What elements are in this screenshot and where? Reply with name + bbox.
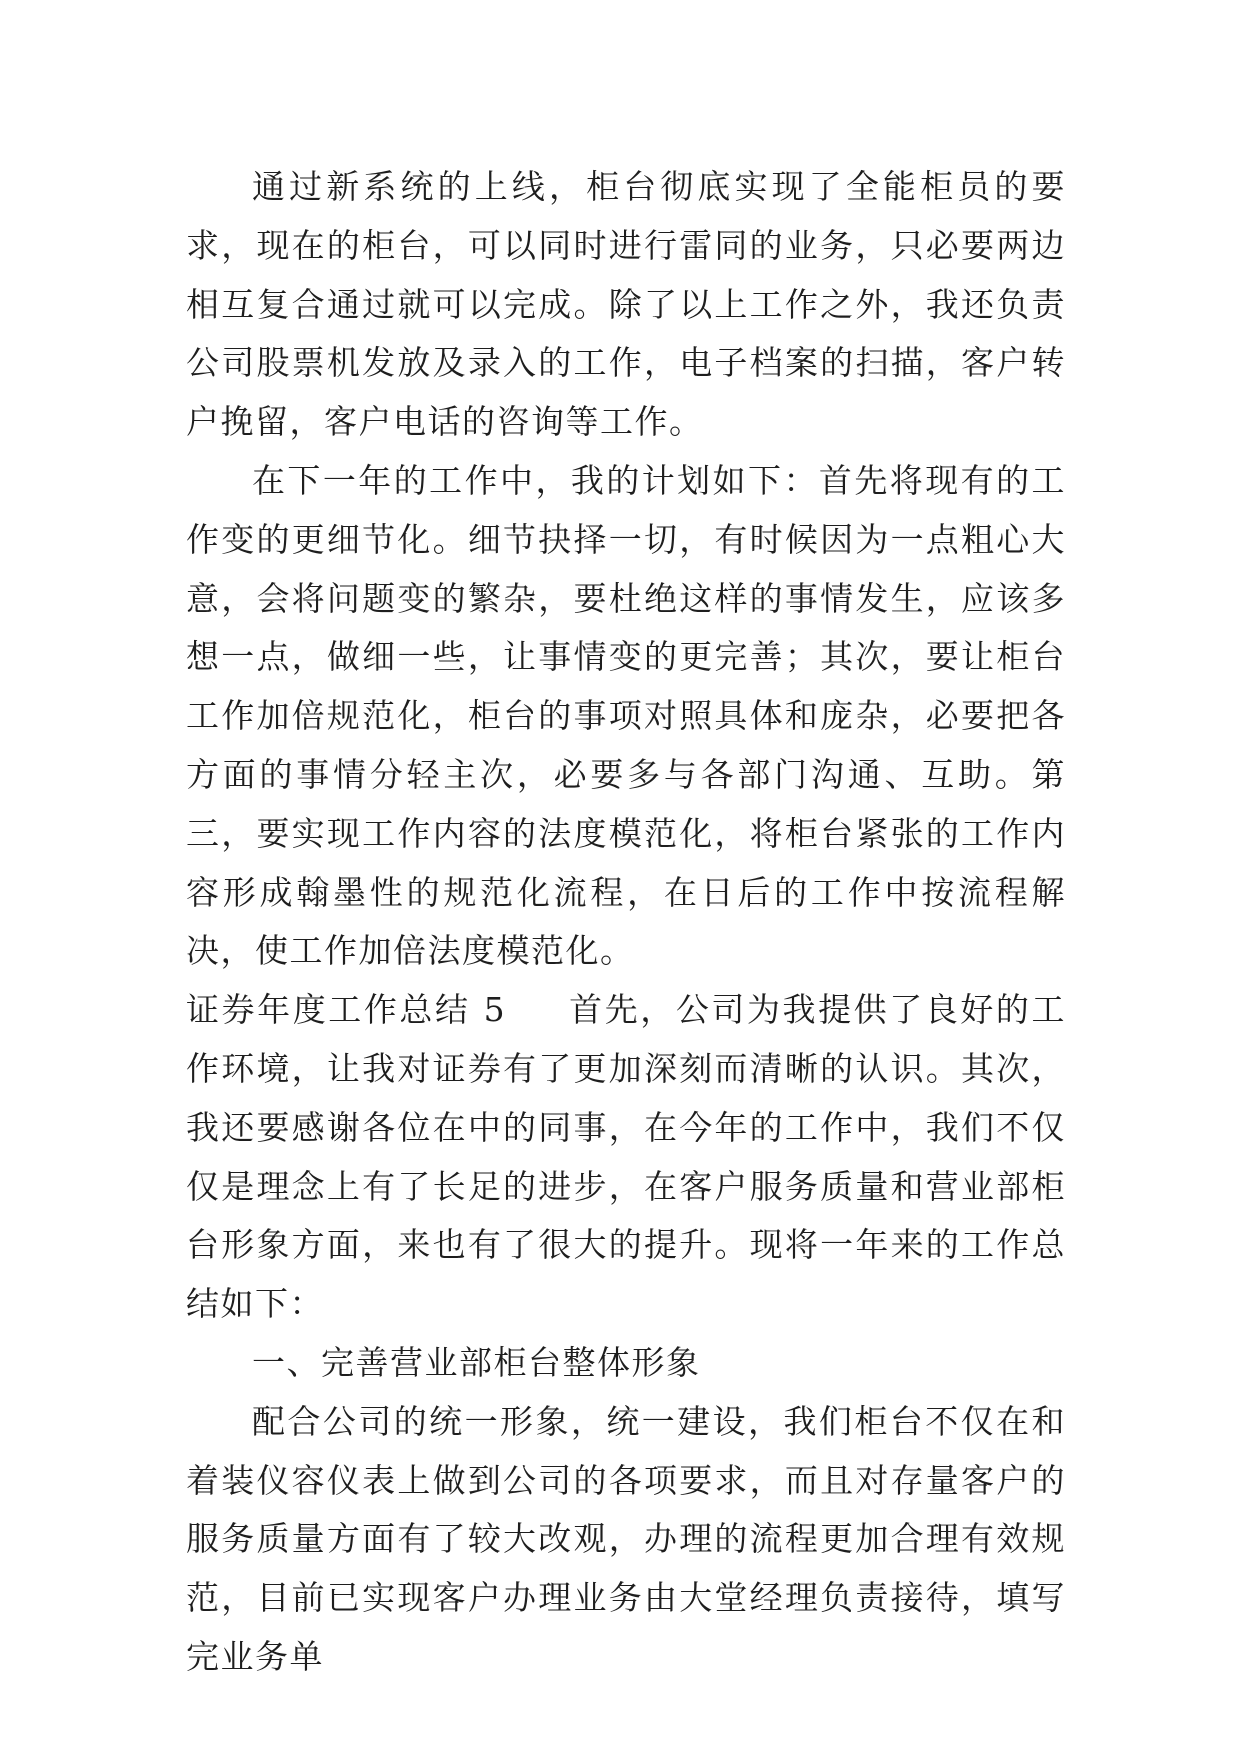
paragraph-next-year-plan: 在下一年的工作中，我的计划如下：首先将现有的工作变的更细节化。细节抉择一切，有时候因为一点粗心大意，会将问题变的繁杂，要杜绝这样的事情发生，应该多想一点，做细一些，让事情变的更完善；其次，要让柜台工作加倍规范化，柜台的事项对照具体和庞杂，必要把各方面的事情分轻主次，必要多与各部门沟通、互助。第三，要实现工作内容的法度模范化，将柜台紧张的工作内容形成翰墨性的规范化流程，在日后的工作中按流程解决，使工作加倍法度模范化。 [186,460,1066,971]
paragraph-unified-image: 配合公司的统一形象，统一建设，我们柜台不仅在和着装仪容仪表上做到公司的各项要求，而且对存量客户的服务质量方面有了较大改观，办理的流程更加合理有效规范，目前已实现客户办理业务由大堂经理负责接待，填写完业务单 [186,1401,1066,1676]
paragraph-section-5 [186,981,1066,1334]
heading-improve-counter-image: 一、完善营业部柜台整体形象 [252,1342,701,1382]
section-intro: 首先，公司为我提供了良好的工作环境，让我对证券有了更加深刻而清晰的认识。其次，我还要感谢各位在中的同事，在今年的工作中，我们不仅仅是理念上有了长足的进步，在客户服务质量和营业部柜台形象方面，来也有了很大的提升。现将一年来的工作总结如下： [186,990,1066,1324]
document-body [186,158,1066,1687]
section-title: 证券年度工作总结 5 [186,990,507,1030]
paragraph-new-system: 通过新系统的上线，柜台彻底实现了全能柜员的要求，现在的柜台，可以同时进行雷同的业务，只必要两边相互复合通过就可以完成。除了以上工作之外，我还负责公司股票机发放及录入的工作，电子档案的扫描，客户转户挽留，客户电话的咨询等工作。 [186,167,1066,442]
